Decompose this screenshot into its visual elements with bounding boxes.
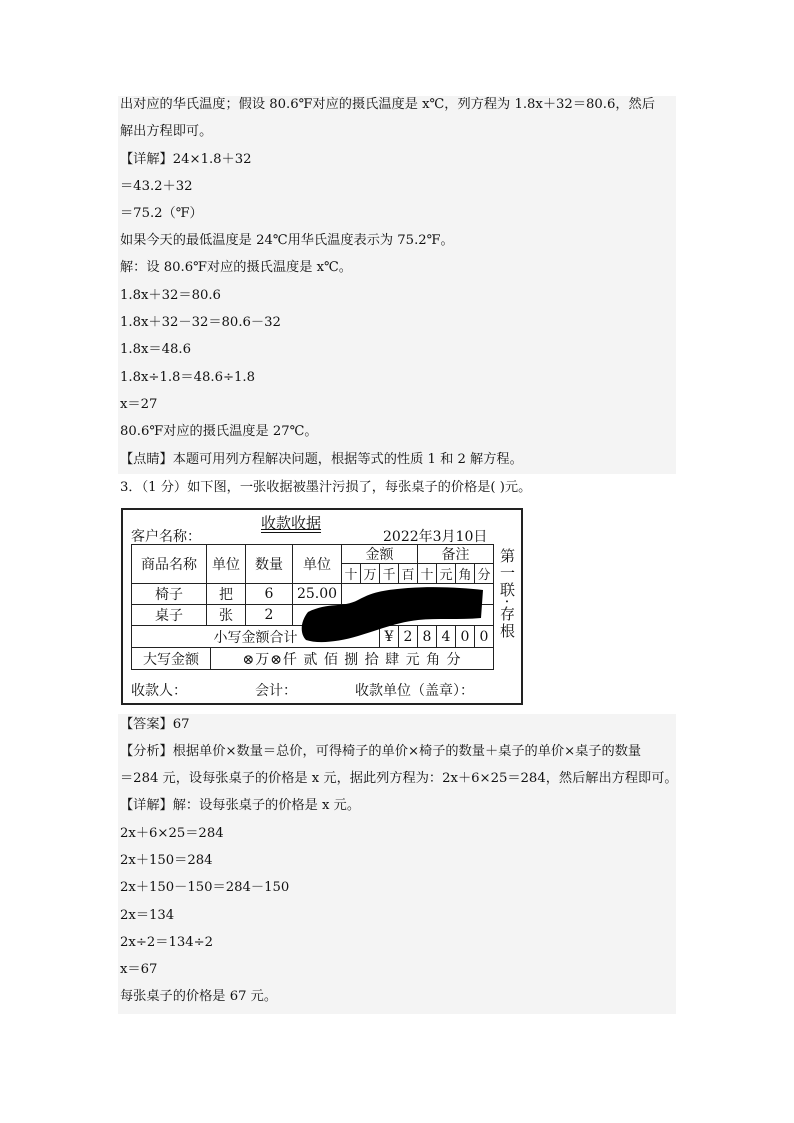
total-digit: 8 (417, 625, 437, 648)
row-desk-name: 桌子 (131, 604, 207, 626)
text-line: 1.8x＋32＝80.6 (120, 288, 221, 303)
capital-amount: ⊗万⊗仟 贰 佰 捌 拾 肆 元 角 分 (210, 647, 494, 670)
question-3: 3．（1 分）如下图，一张收据被墨汁污损了，每张桌子的价格是( )元。 (120, 480, 532, 495)
row-chair-unit: 把 (206, 583, 246, 605)
row-desk-unit: 张 (206, 604, 246, 626)
text-line: ＝75.2（℉） (120, 206, 203, 221)
digit-label: 元 (436, 563, 456, 584)
text-line: 【分析】根据单价×数量＝总价，可得椅子的单价×椅子的数量＋桌子的单价×桌子的数量 (120, 744, 642, 759)
text-line: 80.6℉对应的摄氏温度是 27℃。 (120, 424, 318, 439)
text-line: 2x＝134 (120, 908, 175, 923)
text-line: ＝43.2＋32 (120, 179, 193, 194)
total-digit: 2 (398, 625, 418, 648)
digit-label: 分 (474, 563, 494, 584)
row-desk-qty: 2 (245, 604, 293, 626)
header-qty: 数量 (245, 544, 293, 584)
text-line: 1.8x＝48.6 (120, 342, 191, 357)
text-line: 如果今天的最低温度是 24℃用华氏温度表示为 75.2℉。 (120, 233, 454, 248)
header-name: 商品名称 (131, 544, 207, 584)
text-line: 【详解】24×1.8＋32 (120, 152, 252, 167)
total-digit: 4 (436, 625, 456, 648)
text-line: 出对应的华氏温度；假设 80.6℉对应的摄氏温度是 x℃，列方程为 1.8x＋32＝80.6，然后 (120, 97, 655, 112)
text-line: 2x＋150＝284 (120, 853, 213, 868)
text-line: 解出方程即可。 (120, 124, 213, 139)
header-price: 单位 (292, 544, 342, 584)
text-line: 2x＋6×25＝284 (120, 826, 224, 841)
receipt-figure (121, 508, 523, 705)
text-line: ＝284 元，设每张桌子的价格是 x 元，据此列方程为：2x＋6×25＝284，然后解出方程即可。 (120, 771, 678, 786)
receipt-title: 收款收据 (261, 514, 322, 532)
digit-label: 百 (398, 563, 418, 584)
text-line: x＝27 (120, 397, 158, 412)
digit-label: 千 (379, 563, 399, 584)
digit-label: 万 (360, 563, 380, 584)
receipt-date: 2022年3月10日 (383, 529, 488, 545)
text-line: 1.8x＋32－32＝80.6－32 (120, 315, 281, 330)
row-chair-price: 25.00 (292, 583, 342, 605)
ink-stain (298, 582, 488, 646)
side-text: 第一联·存根 (498, 548, 516, 640)
header-unit: 单位 (206, 544, 246, 584)
header-amount: 金额 (341, 544, 418, 564)
row-chair-qty: 6 (245, 583, 293, 605)
total-digit: 0 (455, 625, 475, 648)
text-line: 【点睛】本题可用列方程解决问题，根据等式的性质 1 和 2 解方程。 (120, 452, 523, 467)
footer-payee: 收款人： (131, 683, 187, 699)
total-digit: 0 (474, 625, 494, 648)
footer-unit: 收款单位（盖章）： (355, 683, 474, 699)
total-label: 小写金额合计 (131, 625, 380, 648)
header-remark: 备注 (417, 544, 494, 564)
digit-label: 十 (341, 563, 361, 584)
total-digit: ¥ (379, 625, 399, 648)
customer-label: 客户名称： (131, 529, 201, 545)
text-line: 【详解】解：设每张桌子的价格是 x 元。 (120, 798, 361, 813)
text-line: 1.8x÷1.8＝48.6÷1.8 (120, 370, 256, 385)
footer-accountant: 会计： (255, 683, 297, 699)
text-line: 解：设 80.6℉对应的摄氏温度是 x℃。 (120, 260, 352, 275)
capital-label: 大写金额 (131, 647, 211, 670)
text-line: x＝67 (120, 962, 158, 977)
text-line: 【答案】67 (120, 717, 190, 732)
text-line: 每张桌子的价格是 67 元。 (120, 989, 278, 1004)
digit-label: 角 (455, 563, 475, 584)
text-line: 2x＋150－150＝284－150 (120, 880, 290, 895)
digit-label: 十 (417, 563, 437, 584)
text-line: 2x÷2＝134÷2 (120, 935, 214, 950)
row-chair-name: 椅子 (131, 583, 207, 605)
